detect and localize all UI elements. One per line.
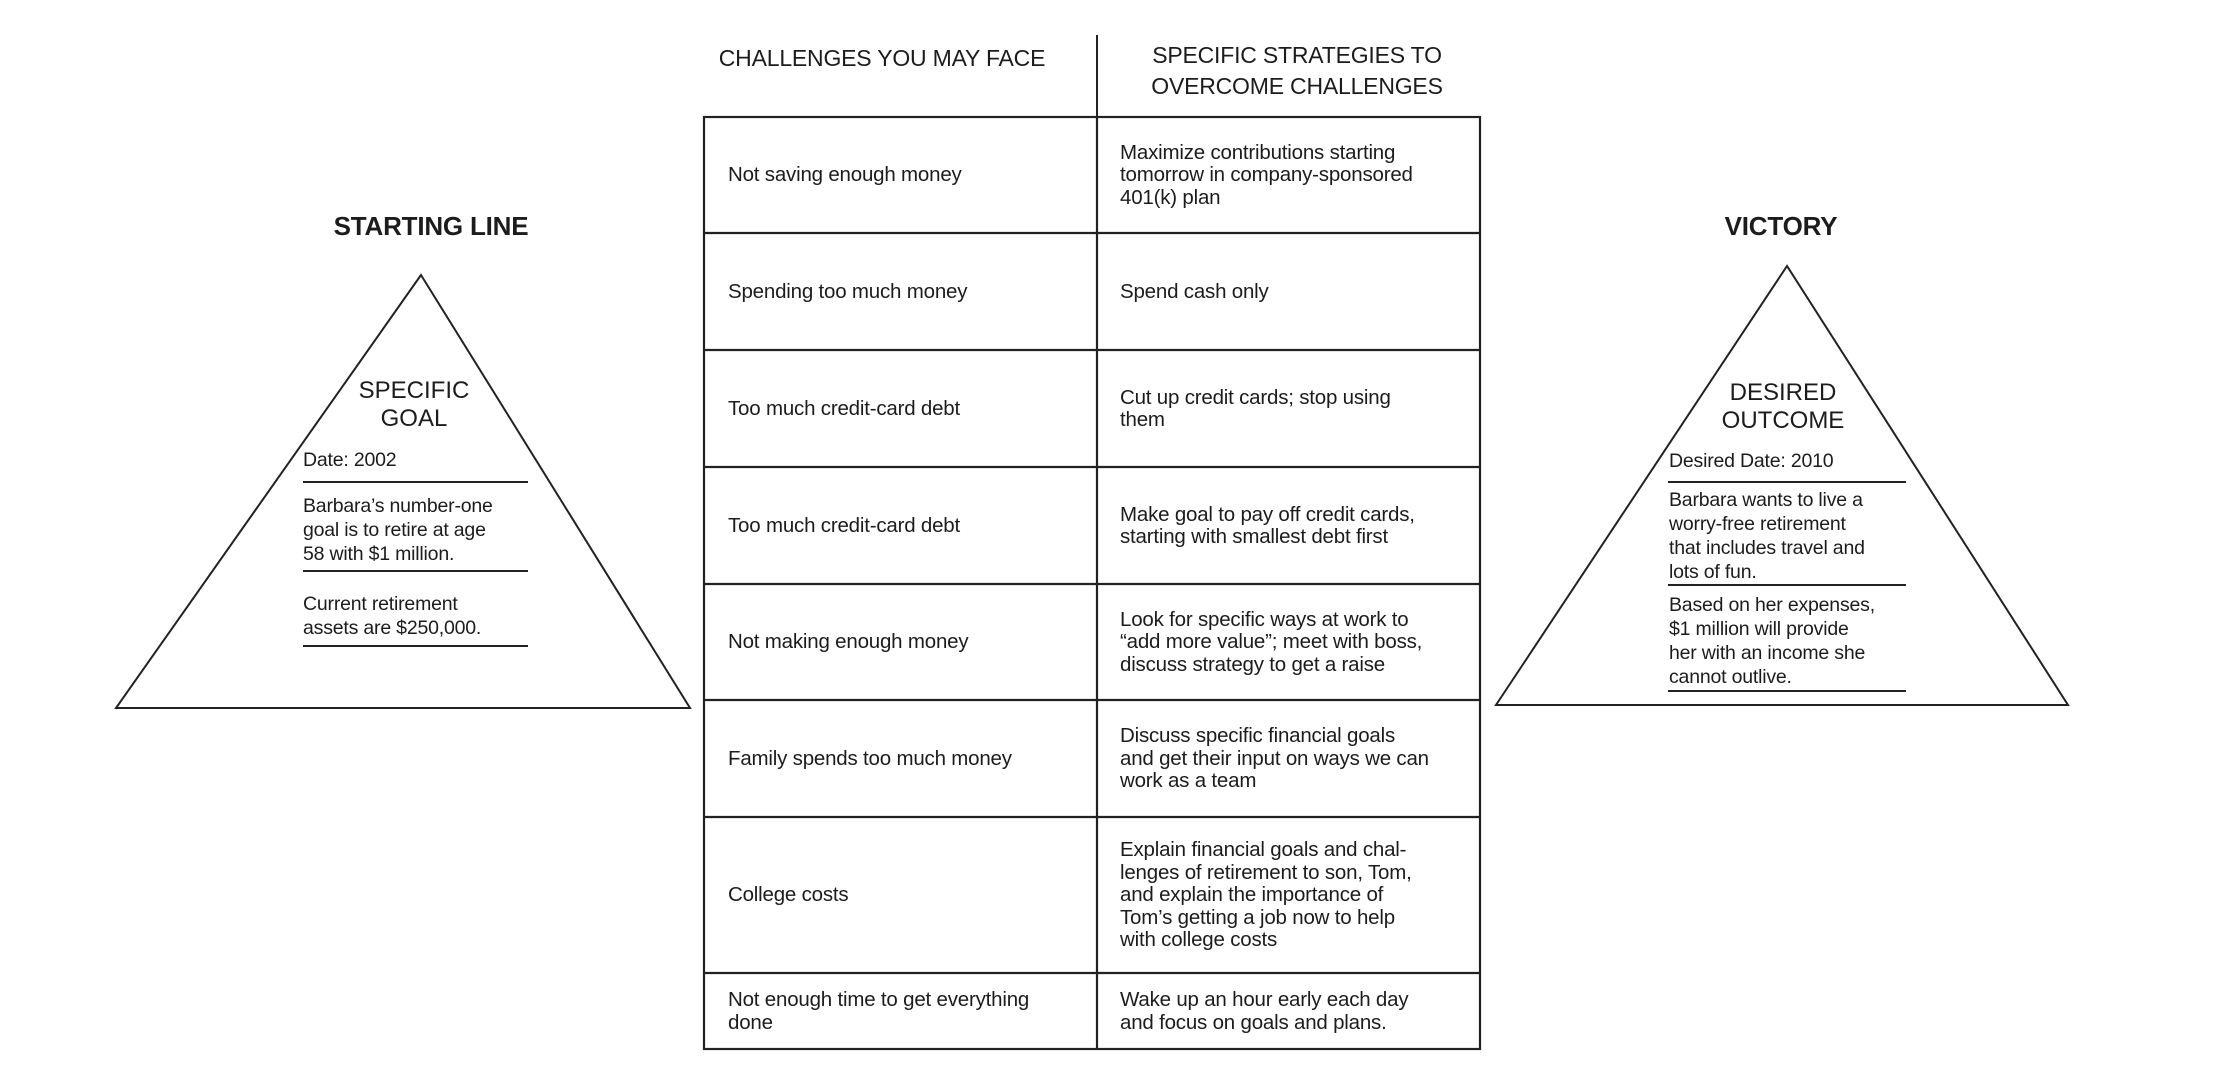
strategy-cell <box>1120 701 1475 817</box>
strategy-cell <box>1120 351 1475 467</box>
cell-text-line: Look for specific ways at work to <box>1120 607 1409 631</box>
divider-rule <box>1668 481 1906 483</box>
strategy-cell <box>1120 234 1475 350</box>
text-line: Barbara’s number-one <box>303 495 493 517</box>
text-line: 58 with $1 million. <box>303 543 455 565</box>
text-line: lots of fun. <box>1669 561 1757 583</box>
column-header-challenges: CHALLENGES YOU MAY FACE <box>718 45 1046 71</box>
cell-text-line: Too much credit-card debt <box>728 396 961 420</box>
divider-rule <box>303 570 528 572</box>
victory-title: VICTORY <box>1724 211 1838 241</box>
text-line: worry-free retirement <box>1669 513 1846 535</box>
cell-text-line: Maximize contributions starting <box>1120 140 1396 164</box>
current-assets <box>303 592 481 640</box>
text-line: goal is to retire at age <box>303 519 486 541</box>
cell-text-line: and focus on goals and plans. <box>1120 1010 1387 1034</box>
goal-date: Date: 2002 <box>303 449 397 471</box>
challenge-cell <box>728 974 1088 1049</box>
cell-text-line: Discuss specific financial goals <box>1120 724 1396 748</box>
cell-text-line: Spend cash only <box>1120 279 1269 303</box>
starting-line-triangle <box>116 275 690 708</box>
heading-line: GOAL <box>380 405 448 432</box>
cell-text-line: “add more value”; meet with boss, <box>1120 630 1423 654</box>
strategy-cell <box>1120 818 1475 973</box>
desired-outcome-heading <box>1663 379 1903 435</box>
heading-line: OUTCOME <box>1721 407 1845 434</box>
header-line: OVERCOME CHALLENGES <box>1151 73 1443 99</box>
header-line: SPECIFIC STRATEGIES TO <box>1152 42 1442 68</box>
challenge-cell <box>728 234 1088 350</box>
text-line: $1 million will provide <box>1669 618 1849 640</box>
specific-goal-heading <box>294 377 534 433</box>
challenge-cell <box>728 351 1088 467</box>
strategy-cell <box>1120 118 1475 233</box>
cell-text-line: Not enough time to get everything <box>728 988 1030 1011</box>
column-header-strategies <box>1112 40 1482 102</box>
cell-text-line: Make goal to pay off credit cards, <box>1120 502 1415 526</box>
cell-text-line: Explain financial goals and chal- <box>1120 838 1407 862</box>
divider-rule <box>1668 690 1906 692</box>
cell-text-line: Too much credit-card debt <box>728 513 961 537</box>
text-line: Barbara wants to live a <box>1669 489 1863 511</box>
cell-text-line: Spending too much money <box>728 279 968 303</box>
text-line: her with an income she <box>1669 642 1866 664</box>
cell-text-line: and get their input on ways we can <box>1120 746 1429 770</box>
desired-date: Desired Date: 2010 <box>1669 450 1834 472</box>
cell-text-line: discuss strategy to get a raise <box>1120 652 1385 676</box>
strategy-cell <box>1120 585 1475 700</box>
text-line: Current retirement <box>303 593 458 615</box>
text-line: assets are $250,000. <box>303 617 482 639</box>
cell-text-line: with college costs <box>1120 928 1278 952</box>
text-line: cannot outlive. <box>1669 666 1792 688</box>
cell-text-line: tomorrow in company-sponsored <box>1120 163 1413 187</box>
challenge-cell <box>728 468 1088 584</box>
heading-line: SPECIFIC <box>358 377 470 404</box>
heading-line: DESIRED <box>1729 379 1837 406</box>
cell-text-line: starting with smallest debt first <box>1120 525 1388 548</box>
cell-text-line: Not saving enough money <box>728 163 962 187</box>
divider-rule <box>303 645 528 647</box>
cell-text-line: 401(k) plan <box>1120 185 1221 209</box>
cell-text-line: Wake up an hour early each day <box>1120 988 1409 1011</box>
outcome-statement <box>1669 488 1865 584</box>
cell-text-line: College costs <box>728 883 849 907</box>
starting-line-title: STARTING LINE <box>333 211 529 241</box>
divider-rule <box>303 481 528 483</box>
text-line: that includes travel and <box>1669 537 1865 559</box>
outcome-basis <box>1669 593 1875 689</box>
cell-text-line: lenges of retirement to son, Tom, <box>1120 860 1412 884</box>
cell-text-line: Family spends too much money <box>728 746 1012 770</box>
cell-text-line: Not making enough money <box>728 630 969 654</box>
text-line: Based on her expenses, <box>1669 594 1875 616</box>
cell-text-line: done <box>728 1010 773 1034</box>
divider-rule <box>1668 584 1906 586</box>
strategy-cell <box>1120 468 1475 584</box>
cell-text-line: Tom’s getting a job now to help <box>1120 905 1395 929</box>
strategy-cell <box>1120 974 1475 1049</box>
challenge-cell <box>728 118 1088 233</box>
cell-text-line: Cut up credit cards; stop using <box>1120 385 1391 409</box>
cell-text-line: work as a team <box>1120 769 1257 793</box>
goal-statement <box>303 494 493 566</box>
cell-text-line: them <box>1120 408 1165 431</box>
challenge-cell <box>728 818 1088 973</box>
challenge-cell <box>728 585 1088 700</box>
cell-text-line: and explain the importance of <box>1120 883 1384 907</box>
challenge-cell <box>728 701 1088 817</box>
